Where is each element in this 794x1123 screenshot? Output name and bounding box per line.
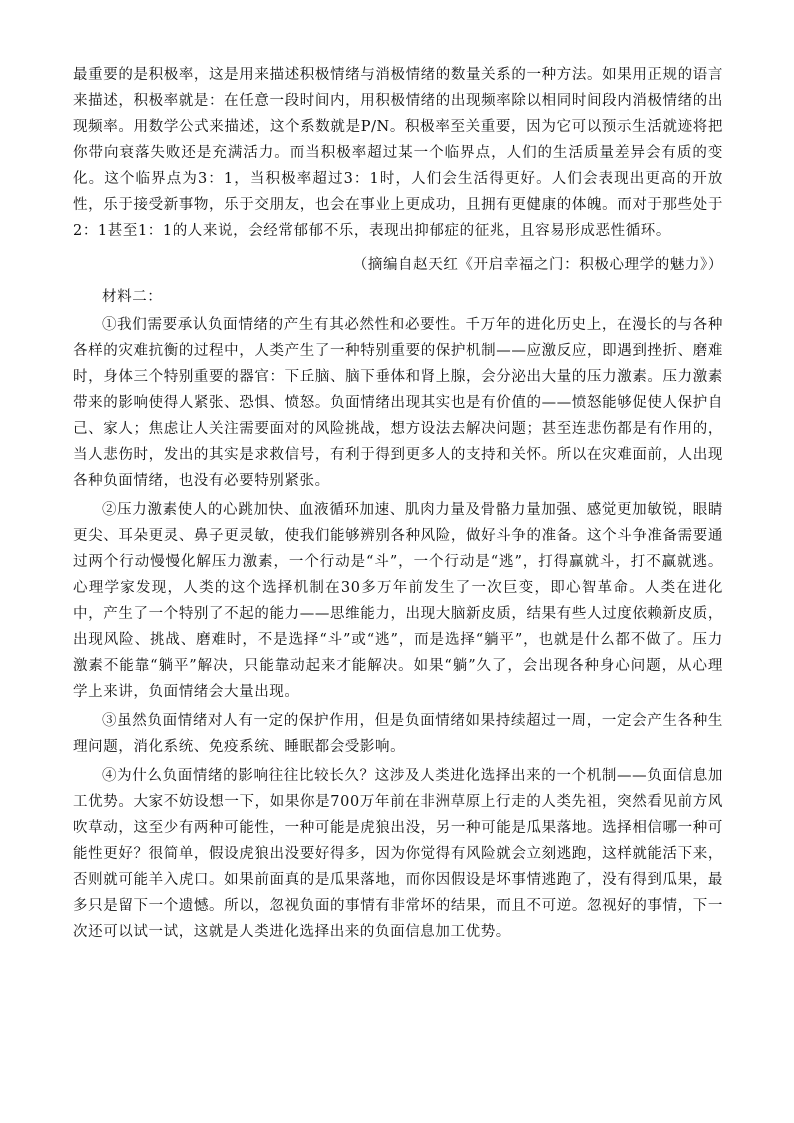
paragraph-one: ①我们需要承认负面情绪的产生有其必然性和必要性。千万年的进化历史上，在漫长的与各种各样的灾难抗衡的过程中，人类产生了一种特别重要的保护机制——应激反应，即遇到挫折、磨难时，身体三个特别重要的器官：下丘脑、脑下垂体和肾上腺，会分泌出大量的压力激素。压力激素带来的影响使得人紧张、恐惧、愤怒。负面情绪出现其实也是有价值的——愤怒能够促使人保护自己、家人；焦虑让人关注需要面对的风险挑战，想方设法去解决问题；甚至连悲伤都是有作用的，当人悲伤时，发出的其实是求救信号，有利于得到更多人的支持和关怀。所以在灾难面前，人出现各种负面情绪，也没有必要特别紧张。 bbox=[73, 317, 723, 489]
intro-paragraph: 最重要的是积极率，这是用来描述积极情绪与消极情绪的数量关系的一种方法。如果用正规的语言来描述，积极率就是：在任意一段时间内，用积极情绪的出现频率除以相同时间段内消极情绪的出现频率。用数学公式来描述，这个系数就是P/N。积极率至关重要，因为它可以预示生活就迹将把你带向衰落失败还是充满活力。而当积极率超过某一个临界点，人们的生活质量差异会有质的变化。这个临界点为3：1，当积极率超过3：1时，人们会生活得更好。人们会表现出更高的开放性，乐于接受新事物，乐于交朋友，也会在事业上更成功，且拥有更健康的体魄。而对于那些处于2：1甚至1：1的人来说，会经常郁郁不乐，表现出抑郁症的征兆，且容易形成恶性循环。 bbox=[73, 67, 723, 239]
material-two-heading: 材料二： bbox=[102, 289, 163, 305]
paragraph-three: ③虽然负面情绪对人有一定的保护作用，但是负面情绪如果持续超过一周，一定会产生各种生理问题，消化系统、免疫系统、睡眠都会受影响。 bbox=[73, 713, 723, 755]
source-citation: （摘编自赵天红《开启幸福之门：积极心理学的魅力》） bbox=[352, 257, 723, 273]
paragraph-four: ④为什么负面情绪的影响往往比较长久？这涉及人类进化选择出来的一个机制——负面信息加工优势。大家不妨设想一下，如果你是700万年前在非洲草原上行走的人类先祖，突然看见前方风吹草动，这至少有两种可能性，一种可能是虎狼出没，另一种可能是瓜果落地。选择相信哪一种可能性更好？很简单，假设虎狼出没要好得多，因为你觉得有风险就会立刻逃跑，这样就能活下来，否则就可能羊入虎口。如果前面真的是瓜果落地，而你因假设是坏事情逃跑了，没有得到瓜果，最多只是留下一个遗憾。所以，忽视负面的事情有非常坏的结果，而且不可逆。忽视好的事情，下一次还可以试一试，这就是人类进化选择出来的负面信息加工优势。 bbox=[73, 768, 723, 940]
paragraph-two: ②压力激素使人的心跳加快、血液循环加速、肌肉力量及骨骼力量加强、感觉更加敏锐，眼睛更尖、耳朵更灵、鼻子更灵敏，使我们能够辨别各种风险，做好斗争的准备。这个斗争准备需要通过两个行动慢慢化解压力激素，一个行动是“斗”，一个行动是“逃”，打得赢就斗，打不赢就逃。心理学家发现，人类的这个选择机制在30多万年前发生了一次巨变，即心智革命。人类在进化中，产生了一个特别了不起的能力——思维能力，出现大脑新皮质，结果有些人过度依赖新皮质，出现风险、挑战、磨难时，不是选择“斗”或“逃”，而是选择“躺平”，也就是什么都不做了。压力激素不能靠“躺平”解决，只能靠动起来才能解决。如果“躺”久了，会出现各种身心问题，从心理学上来讲，负面情绪会大量出现。 bbox=[73, 502, 723, 700]
document-page bbox=[73, 62, 723, 945]
